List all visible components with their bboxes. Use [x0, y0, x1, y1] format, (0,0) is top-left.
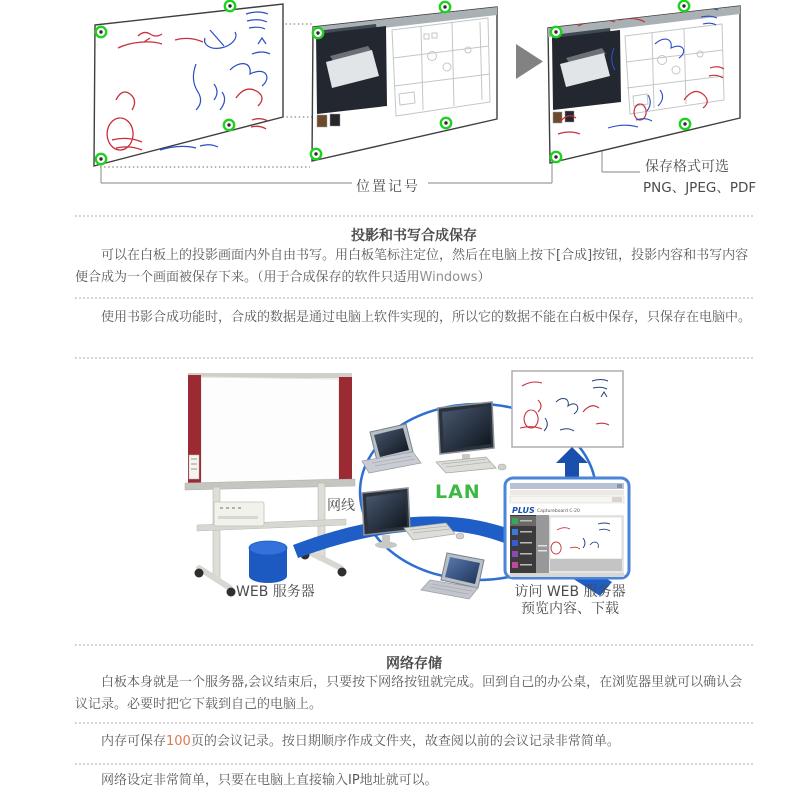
- access-server-line1: 访问 WEB 服务器: [514, 584, 626, 600]
- board-right-rail: [339, 377, 352, 483]
- laptop-icon: [421, 553, 484, 599]
- position-mark-label: 位置记号: [356, 179, 420, 195]
- page-count-highlight: 100: [166, 734, 191, 749]
- position-marker: [441, 118, 451, 128]
- browser-app-title: Captureboard C-20: [537, 509, 580, 514]
- position-marker: [96, 27, 106, 37]
- section-divider: [75, 644, 753, 646]
- composite-paragraph-1: [75, 245, 753, 289]
- position-marker: [225, 1, 235, 11]
- board-surface: [201, 377, 339, 483]
- browser-preview-pane: [550, 517, 622, 559]
- web-server-cylinder: [249, 541, 287, 583]
- web-server-label: WEB 服务器: [236, 584, 315, 600]
- network-section-heading: 网络存储: [386, 656, 442, 672]
- lan-label: LAN: [435, 481, 481, 503]
- browser-address-bar[interactable]: [510, 496, 624, 503]
- section-divider: [75, 722, 753, 724]
- section-divider: [75, 297, 753, 299]
- composite-paragraph-2: 使用书影合成功能时，合成的数据是通过电脑上软件实现的，所以它的数据不能在白板中保存，只保存在电脑中。: [101, 310, 752, 325]
- merge-arrow-icon: [516, 44, 543, 79]
- laptop-icon: [362, 424, 421, 473]
- position-marker: [96, 154, 106, 164]
- network-paragraph-3: 网络设定非常简单，只要在电脑上直接输入IP地址就可以。: [101, 773, 438, 788]
- whiteboard-panel-combined: [548, 1, 740, 163]
- whiteboard-panel-projection: [311, 2, 497, 161]
- paragraph-text: 内存可保存: [101, 734, 167, 749]
- paragraph-text: 页的会议记录。按日期顺序作成文件夹，故查阅以前的会议记录非常简单。: [190, 734, 620, 749]
- save-format-label: 保存格式可选: [645, 159, 729, 175]
- position-marker: [224, 120, 234, 130]
- browser-window: [505, 478, 629, 578]
- whiteboard-panel-handwriting: [94, 1, 283, 166]
- position-marker: [440, 2, 450, 12]
- position-marker: [679, 1, 689, 11]
- printer: [214, 502, 264, 526]
- network-paragraph-1: 白板本身就是一个服务器,会议结束后，只要按下网络按钮就完成。回到自己的办公桌，在浏览器里就可以确认会议记录。必要时把它下载到自己的电脑上。: [75, 675, 743, 712]
- saved-board-snapshot: [512, 371, 623, 447]
- access-server-label: [505, 584, 635, 618]
- position-marker: [311, 149, 321, 159]
- section-divider: [75, 215, 753, 217]
- cable-label: 网线: [327, 498, 355, 514]
- position-marker: [551, 152, 561, 162]
- position-marker: [313, 28, 323, 38]
- composite-section-heading: 投影和书写合成保存: [351, 228, 477, 244]
- desktop-computer-icon: [436, 402, 506, 473]
- position-marker: [551, 27, 561, 37]
- paragraph-text: ）: [477, 270, 491, 285]
- network-paragraph-2: [75, 731, 753, 753]
- browser-status-bar: [510, 573, 624, 577]
- windows-text: Windows: [419, 270, 478, 285]
- access-server-line2: 预览内容、下载: [521, 601, 619, 617]
- browser-title-bar: [510, 483, 624, 489]
- browser-brand-logo: PLUS: [512, 506, 535, 515]
- save-format-options: PNG、JPEG、PDF: [643, 180, 757, 196]
- section-divider: [75, 357, 753, 359]
- position-marker: [680, 119, 690, 129]
- network-storage-diagram: [0, 360, 800, 645]
- section-divider: [75, 763, 753, 765]
- paragraph-text: 可以在白板上的投影画面内外自由书写。用白板笔标注定位，然后在电脑上按下[合成]按钮，投影内容和书写内容便合成为一个画面被保存下来。（用于合成保存的软件只适用: [75, 248, 749, 285]
